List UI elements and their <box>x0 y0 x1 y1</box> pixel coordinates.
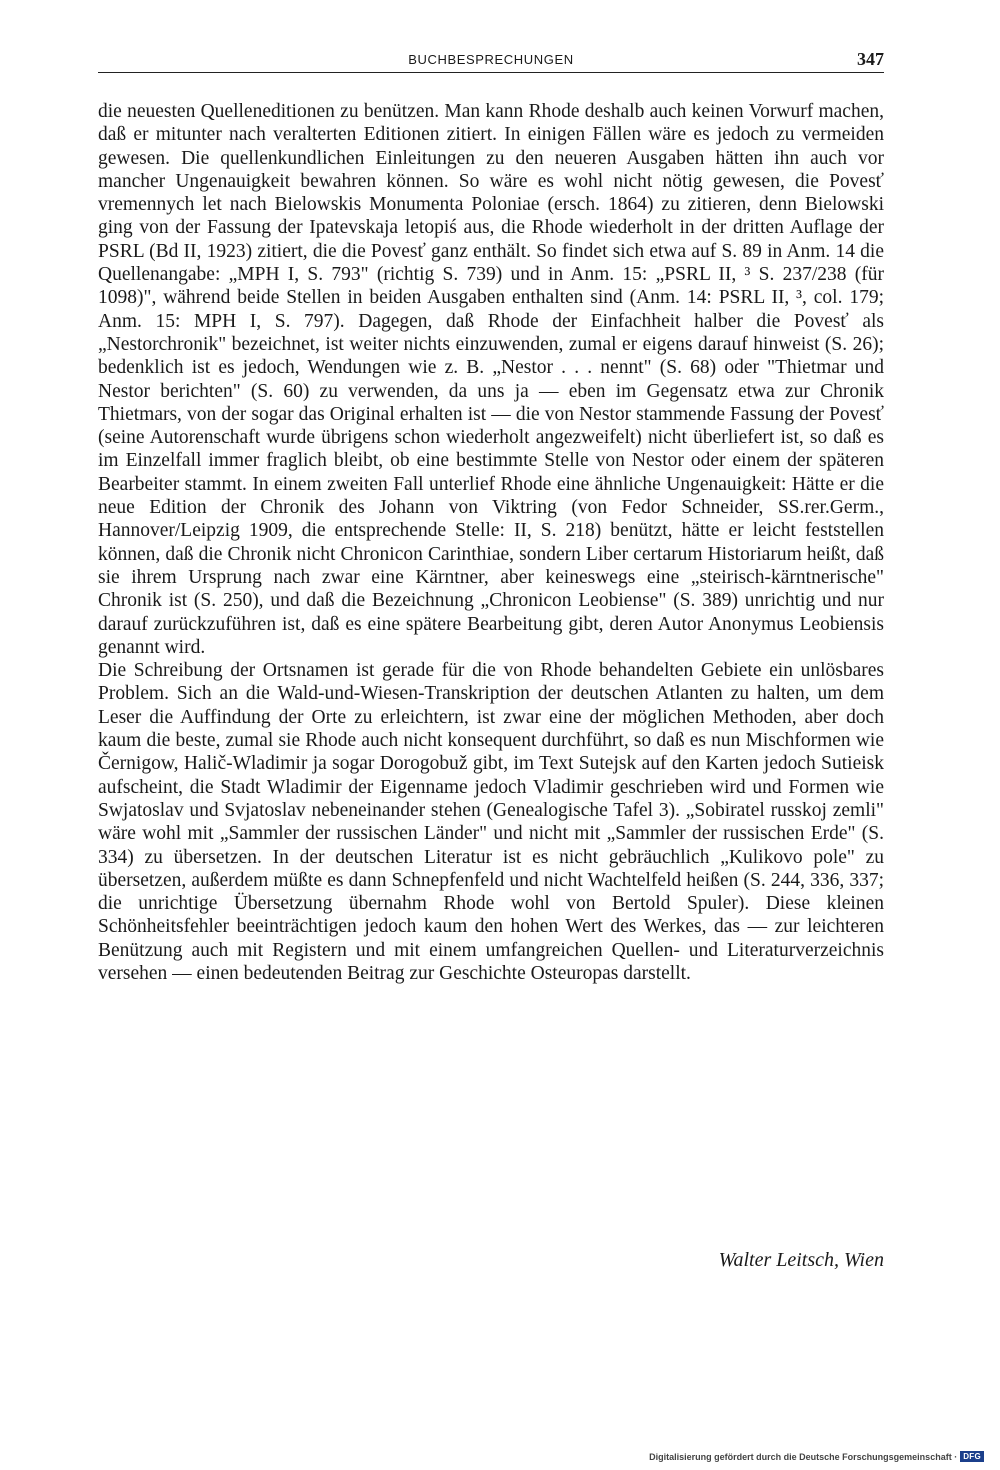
page-header <box>98 50 884 74</box>
header-rule <box>98 72 884 73</box>
paragraph-2: Die Schreibung der Ortsnamen ist gerade für die von Rhode behandelten Gebiete ein unlösbares Problem. Sich an die Wald-und-Wiesen-Transkription der deutschen Atlanten zu halten, um dem Leser die Auffindung der Orte zu erleichtern, ist zwar eine der möglichen Methoden, aber doch kaum die beste, zumal sie Rhode auch nicht konsequent durchführt, so daß es nun Mischformen wie Černigow, Halič-Wladimir ja sogar Dorogobuž gibt, im Text Sutejsk auf den Karten jedoch Sutieisk aufscheint, die Stadt Wladimir der Eigenname jedoch Vladimir geschrieben wird und Formen wie Swjatoslav und Svjatoslav nebeneinander stehen (Genealogische Tafel 3). „Sobiratel russkoj zemli" wäre wohl mit „Sammler der russischen Länder" und nicht mit „Sammler der russischen Erde" (S. 334) zu übersetzen. In der deutschen Literatur ist es nicht gebräuchlich „Kulikovo pole" zu übersetzen, außerdem müßte es dann Schnepfenfeld und nicht Wachtelfeld heißen (S. 244, 336, 337; die unrichtige Übersetzung übernahm Rhode wohl von Bertold Spuler). Diese kleinen Schönheitsfehler beeinträchtigen jedoch kaum den hohen Wert des Werkes, das — zur leichteren Benützung auch mit Registern und mit einem umfangreichen Quellen- und Literaturverzeichnis versehen — einen bedeutenden Beitrag zur Geschichte Osteuropas darstellt. <box>98 660 884 984</box>
review-body <box>98 100 884 985</box>
page-number: 347 <box>857 49 884 69</box>
running-head: BUCHBESPRECHUNGEN <box>408 52 574 67</box>
dfg-logo-icon: DFG <box>960 1451 984 1462</box>
author-signature: Walter Leitsch, Wien <box>718 1249 884 1271</box>
footer-text: Digitalisierung gefördert durch die Deutsche Forschungsgemeinschaft · <box>649 1451 958 1462</box>
digitization-footer <box>649 1451 984 1462</box>
paragraph-1: die neuesten Quelleneditionen zu benützen. Man kann Rhode deshalb auch keinen Vorwurf machen, daß er mitunter nach veralterten Editionen zitiert. In einigen Fällen wäre es jedoch zu vermeiden gewesen. Die quellenkundlichen Einleitungen zu den neueren Ausgaben hätten ihn auch vor mancher Ungenauigkeit bewahren können. So wäre es wohl nicht nötig gewesen, die Povesť vremennych let nach Bielowskis Monumenta Poloniae (ersch. 1864) zu zitieren, denn Bielowski ging von der Fassung der Ipatevskaja letopiś aus, die Rhode wiederholt in der dritten Auflage der PSRL (Bd II, 1923) zitiert, die die Povesť ganz enthält. So findet sich etwa auf S. 89 in Anm. 14 die Quellenangabe: „MPH I, S. 793" (richtig S. 739) und in Anm. 15: „PSRL II, ³ S. 237/238 (für 1098)", während beide Stellen in beiden Ausgaben enthalten sind (Anm. 14: PSRL II, ³, col. 179; Anm. 15: MPH I, S. 797). Dagegen, daß Rhode der Einfachheit halber die Povesť als „Nestorchronik" bezeichnet, ist weiter nichts einzuwenden, zumal er eigens darauf hinweist (S. 26); bedenklich ist es jedoch, Wendungen wie z. B. „Nestor . . . nennt" (S. 68) oder "Thietmar und Nestor berichten" (S. 60) zu verwenden, da uns ja — eben im Gegensatz etwa zur Chronik Thietmars, von der sogar das Original erhalten ist — die von Nestor stammende Fassung der Povesť (seine Autorenschaft wurde übrigens schon wiederholt angezweifelt) nicht überliefert ist, so daß es im Einzelfall immer fraglich bleibt, ob eine bestimmte Stelle von Nestor oder einem der späteren Bearbeiter stammt. In einem zweiten Fall unterlief Rhode eine ähnliche Ungenauigkeit: Hätte er die neue Edition der Chronik des Johann von Viktring (von Fedor Schneider, SS.rer.Germ., Hannover/Leipzig 1909, die entsprechende Stelle: II, S. 218) benützt, hätte er leicht feststellen können, daß die Chronik nicht Chronicon Carinthiae, sondern Liber certarum Historiarum heißt, daß sie ihrem Ursprung nach zwar eine Kärntner, aber keineswegs eine „steirisch-kärntnerische" Chronik ist (S. 250), und daß die Bezeichnung „Chronicon Leobiense" (S. 389) unrichtig und nur darauf zurückzuführen ist, daß es eine spätere Bearbeitung gibt, deren Autor Anonymus Leobiensis genannt wird. <box>98 101 884 658</box>
